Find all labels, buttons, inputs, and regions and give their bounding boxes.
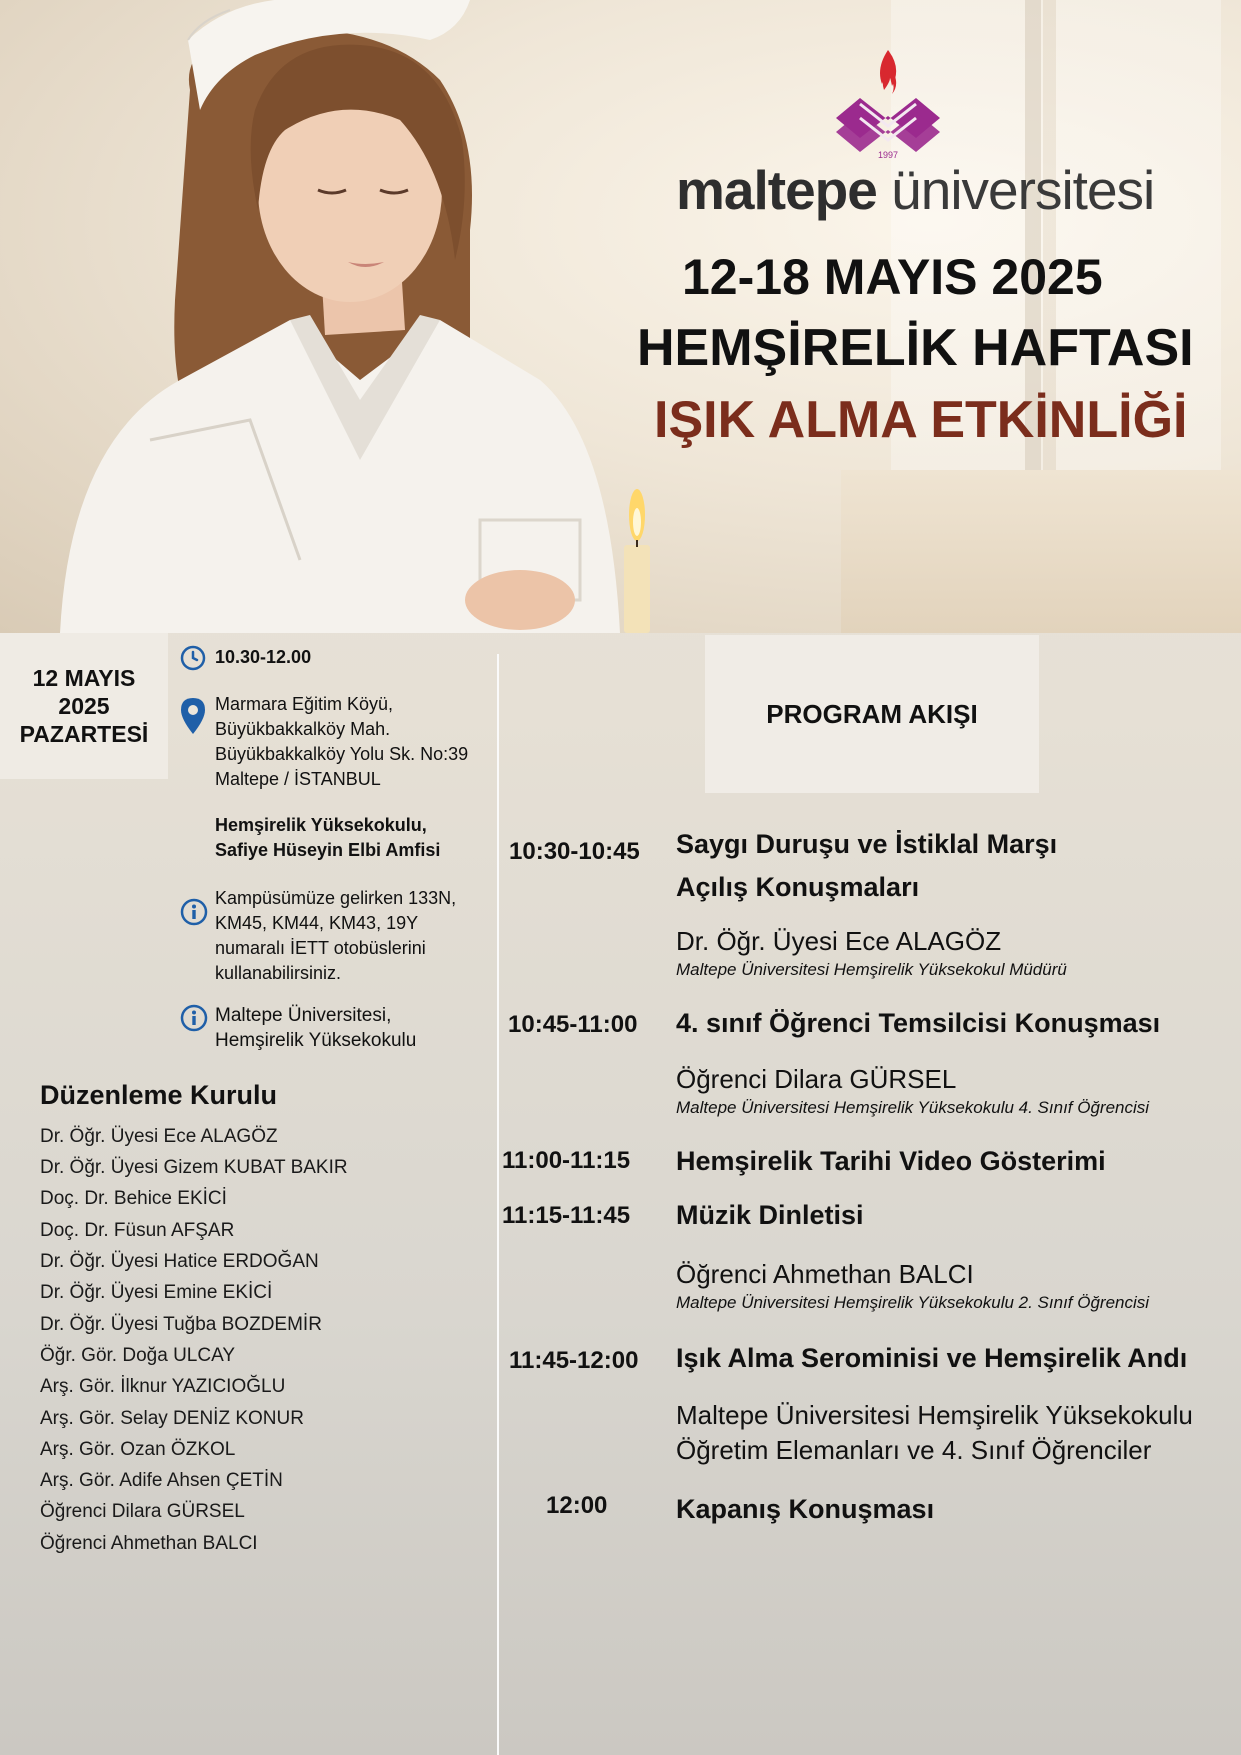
event-date-weekday: PAZARTESİ — [19, 721, 149, 747]
committee-member: Dr. Öğr. Üyesi Tuğba BOZDEMİR — [40, 1314, 322, 1335]
session-title: Müzik Dinletisi — [676, 1200, 864, 1230]
address-line: Maltepe / İSTANBUL — [215, 769, 381, 789]
committee-member: Öğrenci Dilara GÜRSEL — [40, 1501, 245, 1522]
speaker-role: Maltepe Üniversitesi Hemşirelik Yüksekokul Müdürü — [676, 960, 1067, 979]
speaker-name: Maltepe Üniversitesi Hemşirelik Yüksekokulu — [676, 1400, 1193, 1430]
speaker-name: Öğrenci Ahmethan BALCI — [676, 1259, 974, 1289]
session-title: Kapanış Konuşması — [676, 1494, 935, 1524]
address-line: Büyükbakkalköy Yolu Sk. No:39 — [215, 744, 469, 764]
session-time: 11:45-12:00 — [509, 1347, 639, 1374]
transport-line: Kampüsümüze gelirken 133N, — [215, 888, 457, 908]
info-icon — [180, 1004, 208, 1032]
clock-icon — [180, 645, 206, 671]
session-time: 11:15-11:45 — [502, 1202, 631, 1229]
info-icon — [180, 898, 208, 926]
organizer-line: Hemşirelik Yüksekokulu — [215, 1030, 417, 1051]
event-time: 10.30-12.00 — [215, 647, 312, 667]
speaker-role: Maltepe Üniversitesi Hemşirelik Yüksekokulu 4. Sınıf Öğrencisi — [676, 1098, 1150, 1117]
event-date-box — [0, 633, 168, 779]
committee-member: Doç. Dr. Füsun AFŞAR — [40, 1220, 235, 1241]
logo-text-bold: maltepe — [676, 159, 877, 221]
organizer-info — [215, 1003, 416, 1053]
week-title: HEMŞİRELİK HAFTASI — [637, 319, 1194, 377]
venue-line: Safiye Hüseyin Elbi Amfisi — [215, 840, 441, 860]
speaker-name: Öğretim Elemanları ve 4. Sınıf Öğrenciler — [676, 1435, 1152, 1465]
speaker-name: Öğrenci Dilara GÜRSEL — [676, 1064, 957, 1094]
address-line: Büyükbakkalköy Mah. — [215, 719, 391, 739]
transport-line: KM45, KM44, KM43, 19Y — [215, 913, 419, 933]
speaker-role: Maltepe Üniversitesi Hemşirelik Yüksekokulu 2. Sınıf Öğrencisi — [676, 1293, 1150, 1312]
transport-line: numaralı İETT otobüslerini — [215, 938, 426, 958]
session-title: 4. sınıf Öğrenci Temsilcisi Konuşması — [676, 1008, 1161, 1038]
column-divider — [497, 654, 499, 1755]
committee-member: Arş. Gör. Ozan ÖZKOL — [40, 1439, 236, 1460]
venue-line: Hemşirelik Yüksekokulu, — [215, 815, 427, 835]
organizer-line: Maltepe Üniversitesi, — [215, 1005, 392, 1026]
venue — [215, 813, 440, 863]
session-title: Açılış Konuşmaları — [676, 872, 920, 902]
hero-banner — [0, 0, 1241, 633]
session-time: 12:00 — [546, 1492, 608, 1519]
transport-line: kullanabilirsiniz. — [215, 963, 342, 983]
program-heading: PROGRAM AKIŞI — [766, 698, 978, 729]
session-title: Işık Alma Serominisi ve Hemşirelik Andı — [676, 1343, 1188, 1373]
logo-year: 1997 — [877, 150, 899, 160]
committee-title: Düzenleme Kurulu — [40, 1080, 278, 1110]
session-title: Saygı Duruşu ve İstiklal Marşı — [676, 829, 1058, 859]
committee-member: Dr. Öğr. Üyesi Emine EKİCİ — [40, 1282, 273, 1303]
committee-member: Dr. Öğr. Üyesi Ece ALAGÖZ — [40, 1126, 278, 1147]
committee-member: Dr. Öğr. Üyesi Hatice ERDOĞAN — [40, 1251, 319, 1272]
committee-member: Dr. Öğr. Üyesi Gizem KUBAT BAKIR — [40, 1157, 348, 1178]
university-logo-icon — [830, 46, 946, 162]
address — [215, 692, 468, 792]
session-time: 10:45-11:00 — [508, 1011, 638, 1038]
transport-info — [215, 886, 456, 986]
event-date-day: 12 MAYIS — [32, 665, 136, 691]
event-date-year: 2025 — [58, 693, 110, 719]
program-heading-box — [705, 635, 1039, 793]
window-sill — [841, 470, 1241, 633]
address-line: Marmara Eğitim Köyü, — [215, 694, 394, 714]
speaker-name: Dr. Öğr. Üyesi Ece ALAGÖZ — [676, 926, 1002, 956]
committee-member: Arş. Gör. Adife Ahsen ÇETİN — [40, 1470, 283, 1491]
date-range: 12-18 MAYIS 2025 — [682, 249, 1103, 305]
committee-member: Öğrenci Ahmethan BALCI — [40, 1533, 258, 1554]
university-name — [676, 158, 1154, 222]
nurse-photo — [0, 0, 700, 633]
location-pin-icon — [180, 697, 206, 735]
session-time: 11:00-11:15 — [502, 1147, 631, 1174]
committee-member: Arş. Gör. İlknur YAZICIOĞLU — [40, 1376, 286, 1397]
committee-member: Arş. Gör. Selay DENİZ KONUR — [40, 1408, 304, 1429]
committee-member: Öğr. Gör. Doğa ULCAY — [40, 1345, 236, 1366]
event-title: IŞIK ALMA ETKİNLİĞİ — [654, 391, 1188, 449]
session-time: 10:30-10:45 — [509, 838, 640, 865]
committee-member: Doç. Dr. Behice EKİCİ — [40, 1188, 227, 1209]
logo-text-light: üniversitesi — [891, 159, 1155, 221]
session-title: Hemşirelik Tarihi Video Gösterimi — [676, 1146, 1106, 1176]
